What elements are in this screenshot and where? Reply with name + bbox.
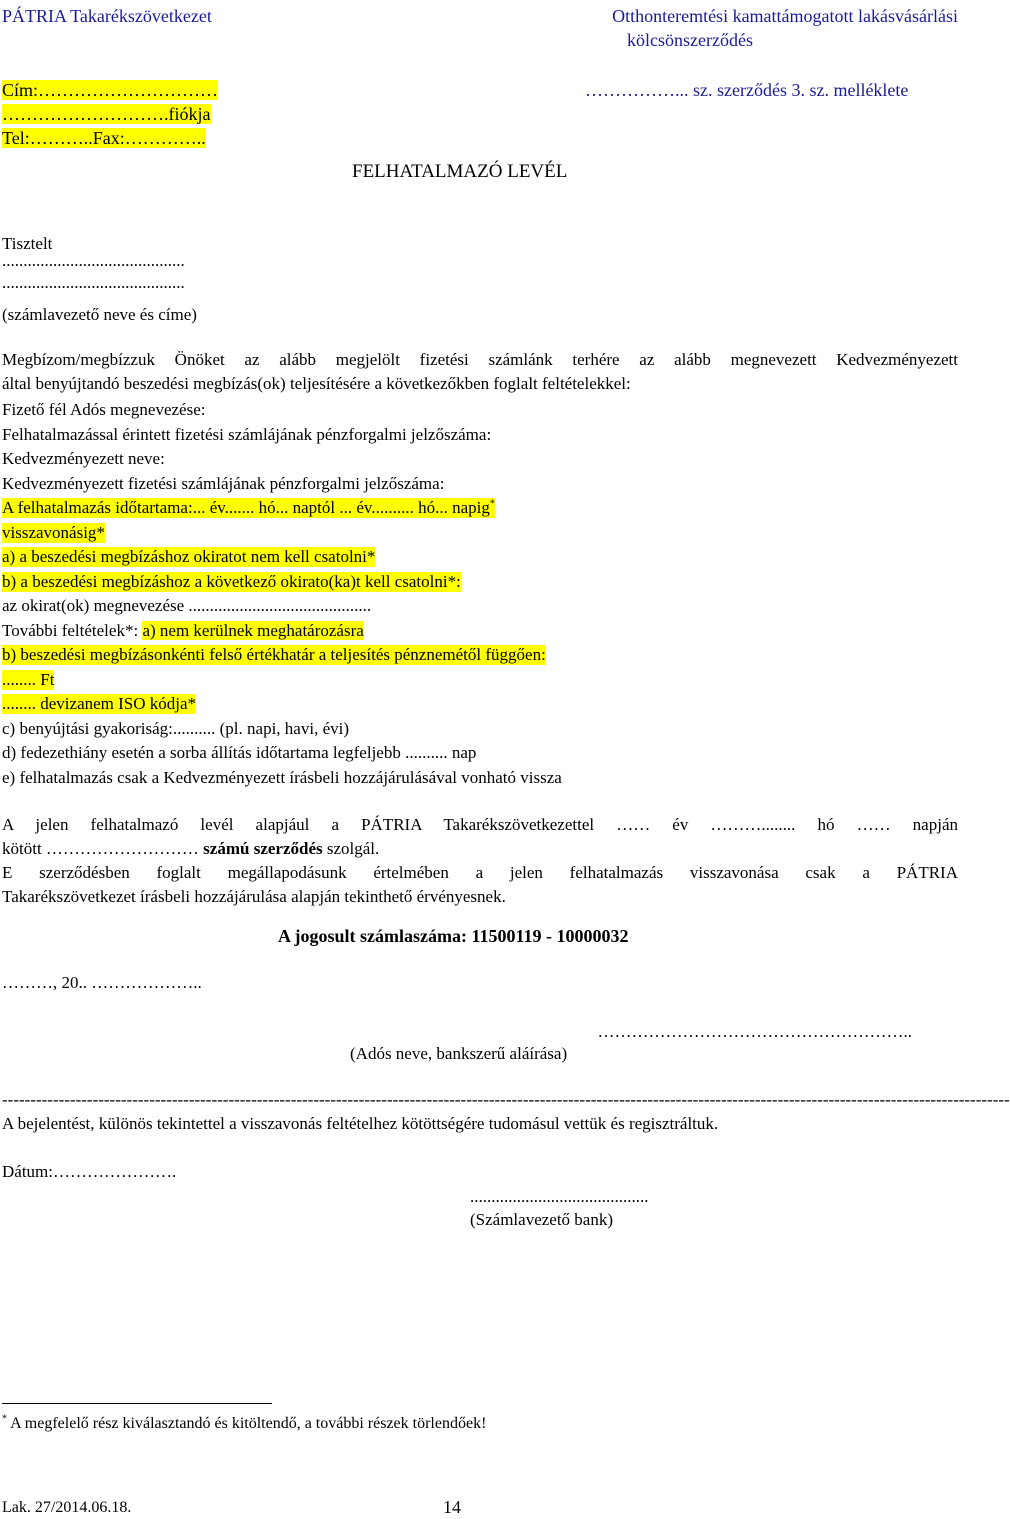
- recipient-dots-1: ...........................................: [2, 251, 185, 270]
- acknowledgement-text: A bejelentést, különös tekintettel a visszavonás feltételhez kötöttségére tudomásul vettük és regisztráltuk.: [2, 1114, 719, 1133]
- salutation: Tisztelt: [2, 234, 53, 253]
- basis-line-2: [2, 839, 379, 859]
- tel-fax-field: Tel:………..Fax:…………..: [2, 128, 206, 148]
- intro-line-1: Megbízom/megbízzuk Önöket az alább megjelölt fizetési számlánk terhére az alább megnevezett Kedvezményezett: [2, 350, 958, 369]
- basis-line-1: A jelen felhatalmazó levél alapjául a PÁTRIA Takarékszövetkezettel …… év ………........ hó …… napján: [2, 815, 958, 834]
- option-c: c) benyújtási gyakoriság:.......... (pl. napi, havi, évi): [2, 719, 349, 738]
- option-e: e) felhatalmazás csak a Kedvezményezett írásbeli hozzájárulásával vonható vissza: [2, 768, 562, 787]
- footnote-text: A megfelelő rész kiválasztandó és kitöltendő, a további részek törlendőek!: [7, 1415, 487, 1432]
- document-code: Lak. 27/2014.06.18.: [2, 1499, 132, 1516]
- further-conditions-label: További feltételek*:: [2, 621, 143, 640]
- recipient-caption: (számlavezető neve és címe): [2, 305, 197, 324]
- debtor-signature-caption: (Adós neve, bankszerű aláírása): [350, 1044, 568, 1063]
- option-b: b) a beszedési megbízáshoz a következő okirato(ka)t kell csatolni*:: [2, 572, 461, 591]
- bank-signature-caption: (Számlavezető bank): [470, 1210, 614, 1229]
- duration-text: A felhatalmazás időtartama:... év....... hó... naptól ... év.......... hó... napig: [2, 498, 490, 517]
- basis-line-2-start: kötött ………………………: [2, 839, 204, 858]
- recipient-dots-2: ...........................................: [2, 273, 185, 292]
- duration-field: [2, 498, 495, 518]
- intro-line-2: által benyújtandó beszedési megbízás(ok) teljesítésére a következőkben foglalt feltételekkel:: [2, 374, 631, 393]
- option-d: d) fedezethiány esetén a sorba állítás időtartama legfeljebb .......... nap: [2, 743, 477, 762]
- beneficiary-account-number: A jogosult számlaszáma: 11500119 - 10000032: [278, 926, 629, 946]
- place-date-field: ………, 20.. ………………..: [2, 973, 202, 992]
- footnote: [2, 1414, 486, 1434]
- header-contract-type-cont: kölcsönszerződés: [627, 30, 753, 50]
- currency-iso: ........ devizanem ISO kódja*: [2, 694, 197, 713]
- further-conditions: [2, 621, 364, 641]
- page-number: 14: [443, 1497, 461, 1517]
- footnote-mark: *: [489, 498, 495, 510]
- date-field: Dátum:………………….: [2, 1162, 177, 1181]
- address-field: Cím:…………………………: [2, 80, 219, 100]
- bank-signature-line: ..........................................: [470, 1187, 649, 1206]
- beneficiary-account-field: Kedvezményezett fizetési számlájának pénzforgalmi jelzőszáma:: [2, 474, 445, 493]
- separator-line: ----------------------------------------------------------------------------------------------------------------------------------------------------------------------------------: [2, 1090, 1010, 1109]
- basis-line-4: Takarékszövetkezet írásbeli hozzájárulása alapján tekinthető érvényesnek.: [2, 887, 506, 906]
- further-option-a: a) nem kerülnek meghatározásra: [142, 621, 364, 640]
- branch-field: ……………………….fiókja: [2, 104, 211, 124]
- account-field: Felhatalmazással érintett fizetési számlájának pénzforgalmi jelzőszáma:: [2, 425, 492, 444]
- contract-reference: ……………... sz. szerződés 3. sz. melléklete: [585, 80, 909, 100]
- document-title: FELHATALMAZÓ LEVÉL: [352, 161, 568, 182]
- header-contract-type: Otthonteremtési kamattámogatott lakásvásárlási: [612, 6, 958, 26]
- basis-line-2-end: szolgál.: [322, 839, 380, 858]
- footnote-divider: [2, 1403, 272, 1404]
- debtor-signature-line: ………………………………………………..: [597, 1022, 912, 1041]
- amount-ft: ........ Ft: [2, 670, 55, 689]
- header-bank-name: PÁTRIA Takarékszövetkezet: [2, 6, 212, 26]
- further-option-b: b) beszedési megbízásonkénti felső értékhatár a teljesítés pénznemétől függően:: [2, 645, 546, 664]
- revocation-option: visszavonásig*: [2, 523, 105, 542]
- beneficiary-field: Kedvezményezett neve:: [2, 449, 165, 468]
- contract-number-label: számú szerződés: [203, 839, 323, 858]
- basis-line-3: E szerződésben foglalt megállapodásunk értelmében a jelen felhatalmazás visszavonása csak a PÁTRIA: [2, 863, 958, 882]
- option-a: a) a beszedési megbízáshoz okiratot nem kell csatolni*: [2, 547, 376, 566]
- document-name-field: az okirat(ok) megnevezése ...........................................: [2, 596, 372, 615]
- payer-field: Fizető fél Adós megnevezése:: [2, 400, 206, 419]
- footnote-marker: *: [2, 1413, 7, 1425]
